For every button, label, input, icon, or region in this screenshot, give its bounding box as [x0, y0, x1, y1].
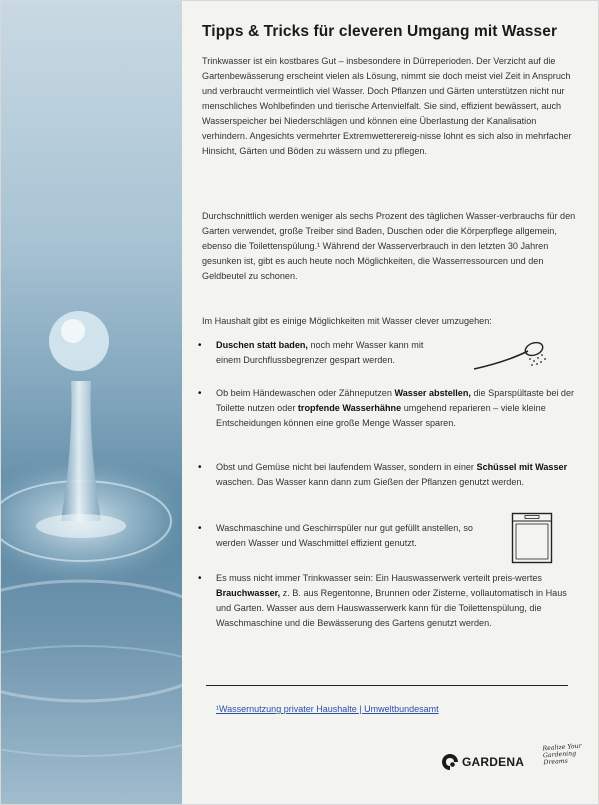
slogan-line: Gardening [542, 750, 577, 760]
bullet-dot: • [198, 340, 202, 351]
list-item-text: Waschmaschine und Geschirrspüler nur gut gefüllt anstellen, so werden Wasser und Waschmittel effizient genutzt. [216, 523, 473, 548]
brand-name: GARDENA [462, 755, 525, 769]
bullet-dot: • [198, 462, 202, 473]
bullet-dot: • [198, 523, 202, 534]
list-item-text: Es muss nicht immer Trinkwasser sein: Ein Hauswasserwerk verteilt preis-wertes Brauchwasser, z. B. aus Regentonne, Brunnen oder Zisterne, vollautomatisch in Haus und Garten. Wasser aus dem Hauswasserwerk kann für die Toilettenspülung, die Waschmaschine und die Bewässerung des Gartens genutzt werden. [216, 573, 567, 628]
page-title: Tipps & Tricks für cleveren Umgang mit Wasser [202, 23, 558, 40]
list-item-text: Obst und Gemüse nicht bei laufendem Wasser, sondern in einer Schüssel mit Wasser waschen. Das Wasser kann dann zum Gießen der Pflanzen genutzt werden. [216, 462, 568, 487]
footnote-link[interactable]: ¹Wassernutzung privater Haushalte | Umweltbundesamt [216, 704, 439, 714]
list-item-text: Ob beim Händewaschen oder Zähneputzen Wasser abstellen, die Sparspültaste bei der Toilette nutzen oder tropfende Wasserhähne umgehend reparieren – viele kleine Entscheidungen können eine große Menge Wasser sparen. [216, 388, 575, 428]
gardena-logo [441, 753, 524, 771]
slogan-line: Dreams [543, 757, 569, 767]
shower-head-icon [472, 337, 552, 377]
slogan-line: Realize Your [542, 742, 582, 753]
footnote-divider [206, 685, 568, 686]
intro-paragraph: Trinkwasser ist ein kostbares Gut – insbesondere in Dürreperioden. Der Verzicht auf die Gartenbewässerung erscheint vielen als Lösung, nimmt sie doch meist viel Zeit in Anspruch und verbraucht vermeintlich viel Wasser. Doch Pflanzen und Gärten unterstützen nicht nur menschliches Wohlbefinden und tierische Artenvielfalt. Sie sind, effizient bewässert, auch Wasserspeicher bei Niederschlägen und können eine Überlastung der Kanalisation verhindern. Angesichts vermehrter Extremwetterereig-nisse lohnt es sich also in mehrfacher Hinsicht, Gärten und Böden zu wässern und zu pflegen. [202, 56, 572, 156]
brand-slogan [542, 743, 582, 767]
gardena-logo-icon [441, 753, 459, 771]
dishwasher-icon [511, 512, 553, 564]
usage-paragraph: Durchschnittlich werden weniger als sechs Prozent des täglichen Wasser-verbrauchs für den Garten verwendet, große Treiber sind Baden, Duschen oder die Körperpflege allgemein, ebenso die Toilettenspülung.¹ Während der Wasserverbrauch in den letzten 30 Jahren gesunken ist, gibt es auch heute noch Möglichkeiten, die Wasserressourcen und den Geldbeutel zu schonen. [202, 211, 576, 281]
list-item-text: Duschen statt baden, noch mehr Wasser kann mit einem Durchflussbegrenzer gespart werden. [216, 340, 424, 365]
water-drop-illustration [1, 1, 182, 804]
bullet-dot: • [198, 388, 202, 399]
household-intro: Im Haushalt gibt es einige Möglichkeiten mit Wasser clever umzugehen: [202, 316, 492, 326]
water-drop-photo [1, 1, 182, 804]
bullet-dot: • [198, 573, 202, 584]
article [182, 1, 598, 804]
